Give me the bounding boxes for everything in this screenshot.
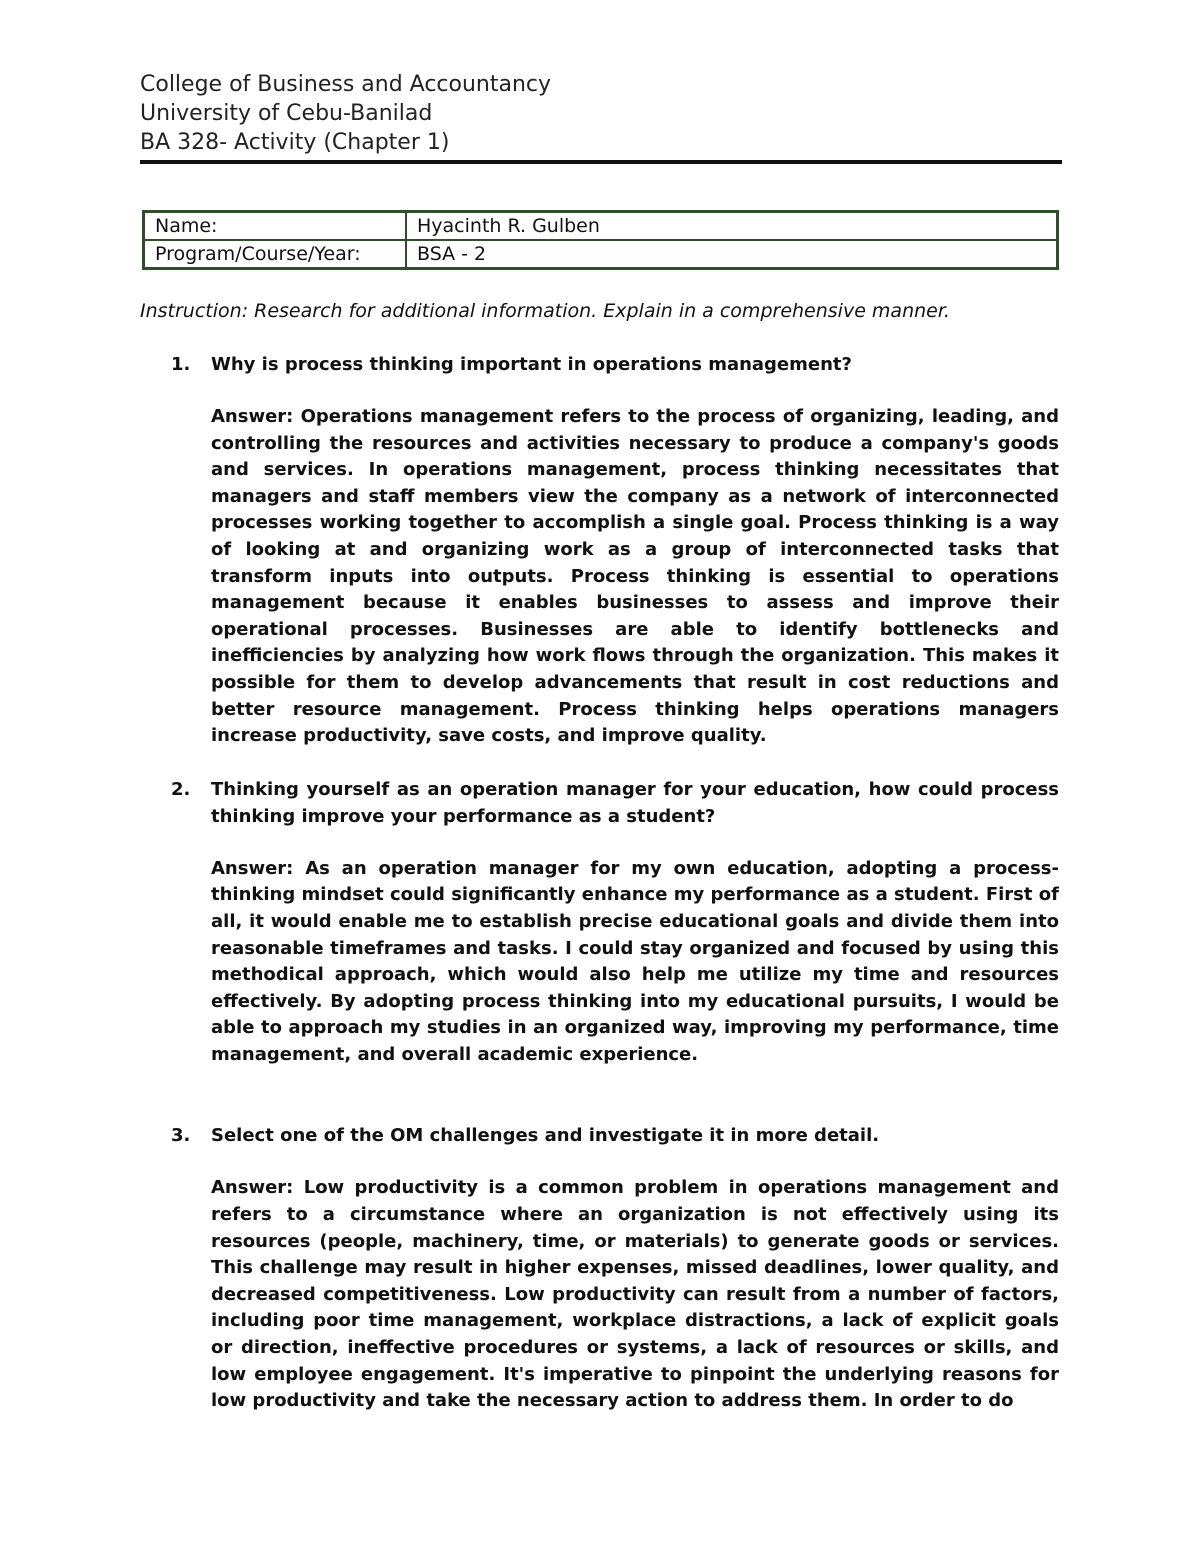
question-number: 3.	[171, 1125, 191, 1147]
name-label: Name:	[144, 212, 407, 241]
answer-text: Low productivity is a common problem in operations management and refers to a circumstance where an organization is not effectively using its resources (people, machinery, time, or materials) to generate goods or services. This challenge may result in higher expenses, missed deadlines, lower quality, and decreased competitiveness. Low productivity can result from a number of factors, including poor time management, workplace distractions, a lack of explicit goals or direction, ineffective procedures or systems, a lack of resources or skills, and low employee engagement. It's imperative to pinpoint the underlying reasons for low productivity and take the necessary action to address them. In order to do	[211, 1177, 1059, 1412]
instruction-text: Instruction: Research for additional information. Explain in a comprehensive manner.	[140, 300, 950, 322]
answer-text: Operations management refers to the process of organizing, leading, and controlling the resources and activities necessary to produce a company's goods and services. In operations management, process thinking necessitates that managers and staff members view the company as a network of interconnected processes working together to accomplish a single goal. Process thinking is a way of looking at and organizing work as a group of interconnected tasks that transform inputs into outputs. Process thinking is essential to operations management because it enables businesses to assess and improve their operational processes. Businesses are able to identify bottlenecks and inefficiencies by analyzing how work flows through the organization. This makes it possible for them to develop advancements that result in cost reductions and better resource management. Process thinking helps operations managers increase productivity, save costs, and improve quality.	[211, 406, 1059, 747]
answer-label: Answer:	[211, 1177, 294, 1199]
name-value: Hyacinth R. Gulben	[406, 212, 1058, 241]
student-info-table	[142, 210, 1059, 270]
answer-paragraph	[211, 404, 1059, 750]
header-rule	[140, 160, 1062, 164]
question-3	[171, 1122, 1059, 1414]
college-name: College of Business and Accountancy	[140, 72, 552, 97]
question-title: Why is process thinking important in operations management?	[211, 354, 852, 375]
question-title: Select one of the OM challenges and investigate it in more detail.	[211, 1125, 880, 1147]
question-2	[171, 776, 1059, 1069]
question-title: Thinking yourself as an operation manager for your education, how could process thinking improve your performance as a student?	[211, 778, 1059, 827]
question-number: 1.	[171, 354, 191, 375]
name-row	[144, 212, 1058, 241]
question-1	[171, 351, 1059, 750]
answer-text: As an operation manager for my own education, adopting a process-thinking mindset could significantly enhance my performance as a student. First of all, it would enable me to establish precise educational goals and divide them into reasonable timeframes and tasks. I could stay organized and focused by using this methodical approach, which would also help me utilize my time and resources effectively. By adopting process thinking into my educational pursuits, I would be able to approach my studies in an organized way, improving my performance, time management, and overall academic experience.	[211, 857, 1059, 1065]
program-value: BSA - 2	[406, 240, 1058, 269]
university-name: University of Cebu-Banilad	[140, 101, 433, 126]
document-page	[140, 70, 1062, 1415]
answer-paragraph	[211, 1175, 1059, 1414]
answer-label: Answer:	[211, 406, 294, 427]
program-label: Program/Course/Year:	[144, 240, 407, 269]
question-number: 2.	[171, 778, 191, 800]
activity-title: BA 328- Activity (Chapter 1)	[140, 130, 450, 155]
program-row	[144, 240, 1058, 269]
answer-paragraph	[211, 856, 1059, 1069]
answer-label: Answer:	[211, 857, 294, 879]
